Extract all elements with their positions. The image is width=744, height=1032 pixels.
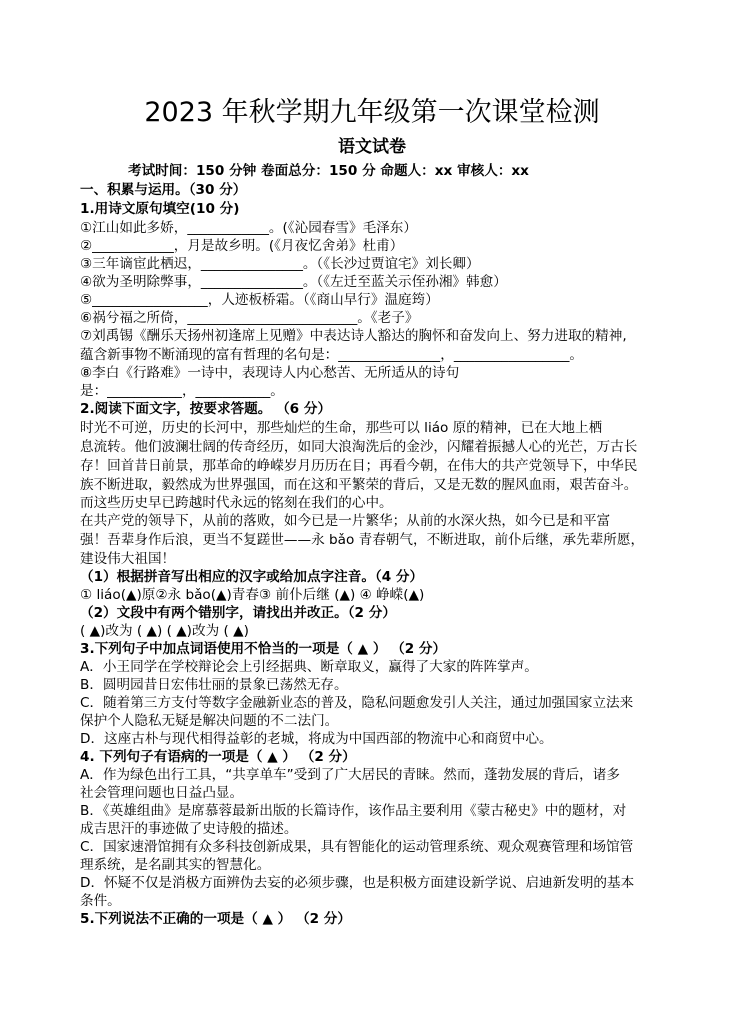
- q4-option: 条件。: [80, 893, 121, 909]
- passage-line: 族不断进取，毅然成为世界强国，而在这和平繁荣的背后，又是无数的腥风血雨，艰苦奋斗。: [80, 477, 638, 493]
- q4-option: A．作为绿色出行工具，“共享单车”受到了广大居民的青睐。然而，蓬勃发展的背后，诸多: [80, 767, 620, 783]
- q3-option: 保护个人隐私无疑是解决问题的不二法门。: [80, 713, 339, 729]
- q2-sub1-answers: ① liáo(▲)原②永 bǎo(▲)青春③ 前仆后继 (▲) ④ 峥嵘(▲): [80, 587, 425, 603]
- q2-sub1-prompt: （1）根据拼音写出相应的汉字或给加点字注音。（4 分）: [80, 569, 424, 585]
- q1-item: ③三年谪宦此栖迟，_______________。（《长沙过贾谊宅》刘长卿）: [80, 256, 480, 272]
- question-4-title: 4. 下列句子有语病的一项是（ ▲ ） （2 分）: [80, 749, 356, 765]
- passage-line: 建设伟大祖国！: [80, 551, 176, 567]
- q3-option: B．圆明园昔日宏伟壮丽的景象已荡然无存。: [80, 677, 348, 693]
- q1-item: ①江山如此多娇，____________。(《沁园春雪》毛泽东）: [80, 220, 417, 236]
- q1-item: 是：___________，___________。: [80, 383, 284, 399]
- exam-subtitle: 语文试卷: [338, 137, 406, 157]
- exam-title: 2023 年秋学期九年级第一次课堂检测: [144, 97, 600, 128]
- q1-item: ⑥祸兮福之所倚，_________________________。《老子》: [80, 310, 419, 326]
- q4-option: 理系统，是名副其实的智慧化。: [80, 857, 271, 873]
- q1-item: ②____________，月是故乡明。(《月夜忆舍弟》杜甫）: [80, 238, 404, 254]
- passage-line: 而这些历史早已跨越时代永远的铭刻在我们的心中。: [80, 495, 393, 511]
- passage-line: 息流转。他们波澜壮阔的传奇经历，如同大浪淘洗后的金沙，闪耀着振撼人心的光芒，万古长: [80, 439, 638, 455]
- question-1-title: 1.用诗文原句填空(10 分): [80, 201, 240, 217]
- q1-item: ⑦刘禹锡《酬乐天扬州初逢席上见赠》中表达诗人豁达的胸怀和奋发向上、努力进取的精神,: [80, 328, 627, 344]
- q1-item: ⑤_________________，人迹板桥霜。（《商山早行》温庭筠）: [80, 292, 439, 308]
- passage-line: 时光不可逆，历史的长河中，那些灿烂的生命，那些可以 liáo 原的精神，已在大地上栖: [80, 420, 603, 436]
- q4-option: D．怀疑不仅是消极方面辨伪去妄的必须步骤，也是积极方面建设新学说、启迪新发明的基本: [80, 875, 635, 891]
- passage-line: 强！吾辈身作后浪，更当不复蹉世——永 bǎo 青春朝气，不断进取，前仆后继，承先辈所愿，: [80, 532, 645, 548]
- passage-line: 在共产党的领导下，从前的落败，如今已是一片繁华；从前的水深火热，如今已是和平富: [80, 513, 611, 529]
- q3-option: A．小王同学在学校辩论会上引经据典、断章取义，赢得了大家的阵阵掌声。: [80, 659, 538, 675]
- q4-option: B．《英雄组曲》是席慕蓉最新出版的长篇诗作，该作品主要利用《蒙古秘史》中的题材，对: [80, 803, 627, 819]
- question-5-title: 5.下列说法不正确的一项是（ ▲ ） （2 分）: [80, 911, 351, 927]
- q1-item: ④欲为圣明除弊事，_______________。（《左迁至蓝关示侄孙湘》韩愈）: [80, 274, 507, 290]
- q4-option: C．国家速滑馆拥有众多科技创新成果，具有智能化的运动管理系统、观众观赛管理和场馆管: [80, 839, 634, 855]
- q4-option: 社会管理问题也日益凸显。: [80, 785, 244, 801]
- passage-line: 存！回首昔日前景，那革命的峥嵘岁月历历在目；再看今朝，在伟大的共产党领导下，中华民: [80, 458, 638, 474]
- question-3-title: 3.下列句子中加点词语使用不恰当的一项是（ ▲ ） （2 分）: [80, 641, 447, 657]
- q3-option: C．随着第三方支付等数字金融新业态的普及，隐私问题愈发引人关注，通过加强国家立法来: [80, 695, 634, 711]
- q1-item: 蕴含新事物不断涌现的富有哲理的名句是：_______________，_________________。: [80, 347, 583, 363]
- exam-info-line: 考试时间：150 分钟 卷面总分：150 分 命题人：xx 审核人：xx: [128, 163, 529, 179]
- q2-sub2-prompt: （2）文段中有两个错别字，请找出并改正。（2 分）: [80, 605, 396, 621]
- section-heading: 一、积累与运用。（30 分）: [80, 182, 247, 198]
- q1-item: ⑧李白《行路难》一诗中，表现诗人内心愁苦、无所适从的诗句: [80, 365, 460, 381]
- q2-sub2-answers: ( ▲)改为 ( ▲) ( ▲)改为 ( ▲): [80, 623, 249, 639]
- q3-option: D．这座古朴与现代相得益彰的老城，将成为中国西部的物流中心和商贸中心。: [80, 731, 553, 747]
- q4-option: 成吉思汗的事迹做了史诗般的描述。: [80, 821, 298, 837]
- question-2-title: 2.阅读下面文字，按要求答题。 （6 分）: [80, 401, 332, 417]
